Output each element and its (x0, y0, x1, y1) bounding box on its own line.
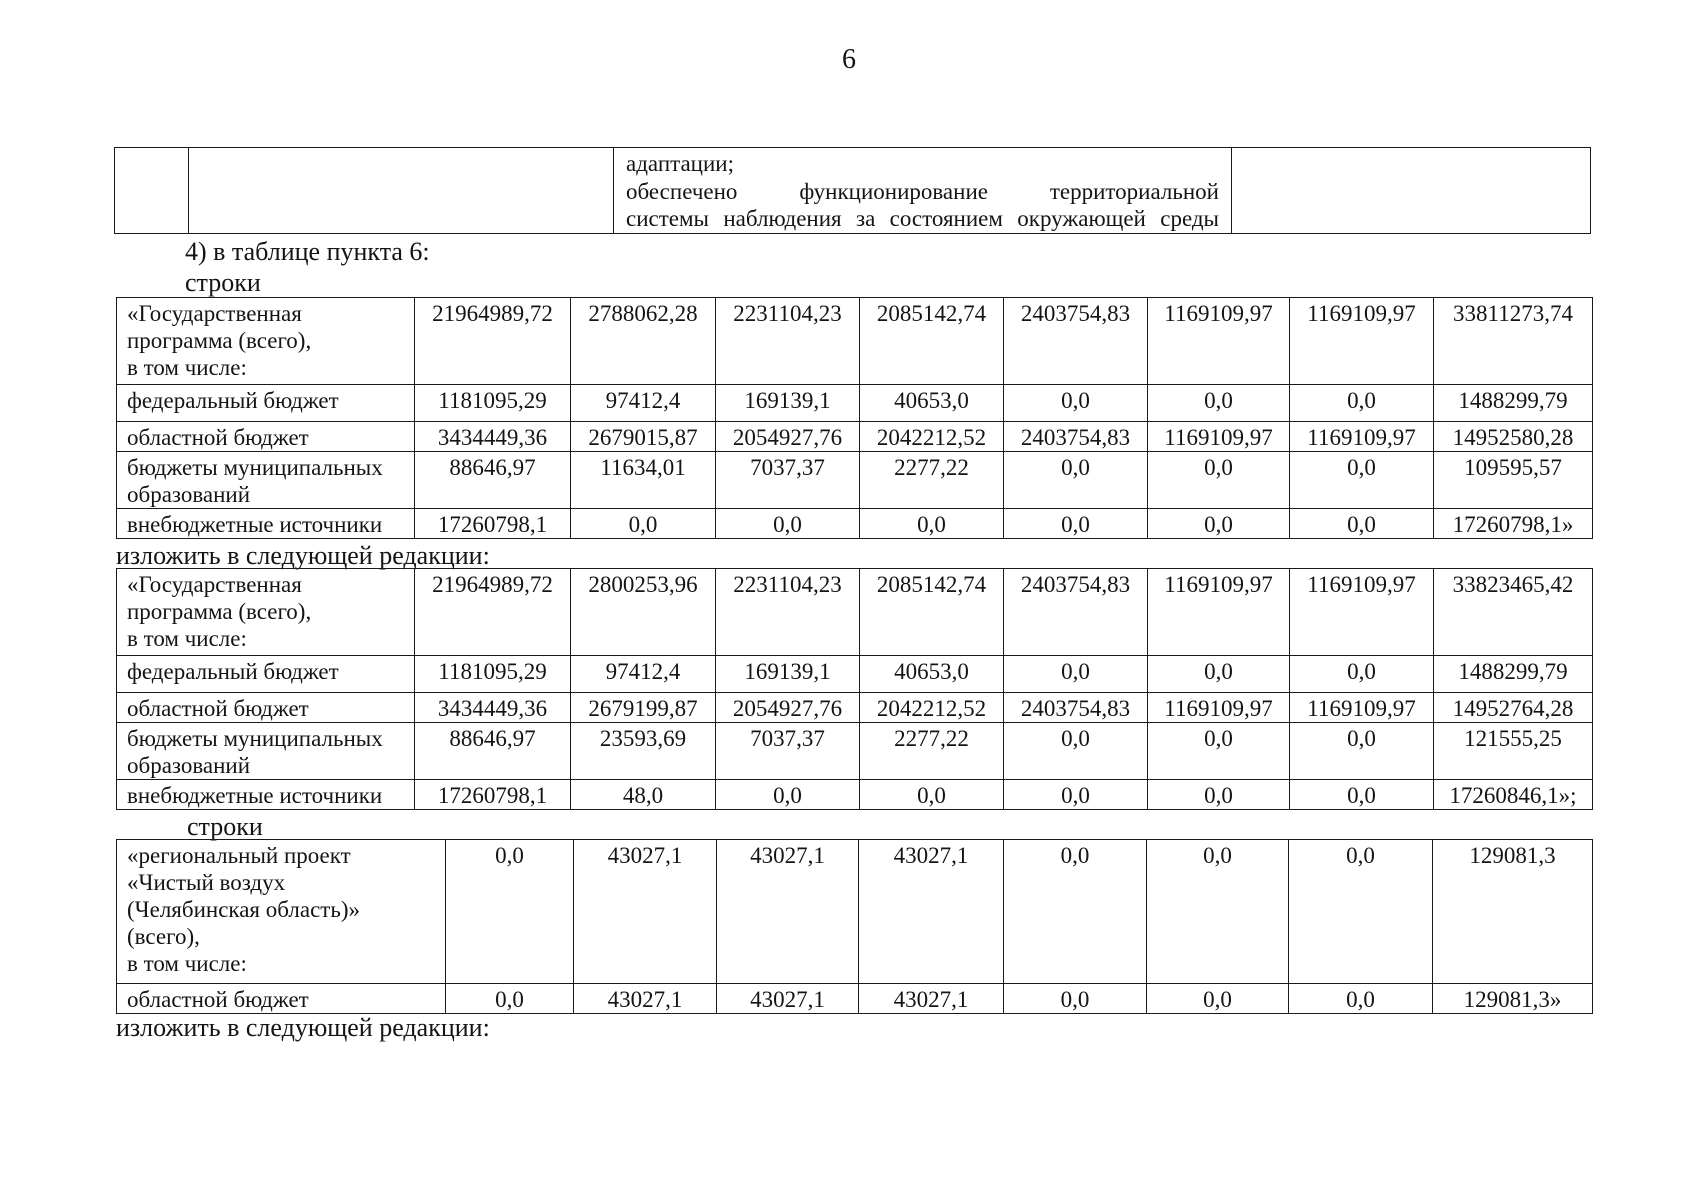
value-cell: 0,0 (1148, 723, 1290, 780)
table-row (117, 984, 1593, 1014)
table-row (117, 385, 1593, 422)
table-row (115, 148, 1591, 234)
table-row (117, 693, 1593, 723)
value-cell: 129081,3» (1433, 984, 1593, 1014)
value-cell: 17260798,1 (415, 509, 571, 539)
old-values-table (116, 297, 1593, 539)
text-line: обеспечено функционирование территориальной (626, 178, 1219, 204)
value-cell: 109595,57 (1434, 452, 1593, 509)
value-cell: 1169109,97 (1148, 569, 1290, 656)
value-cell: 0,0 (446, 840, 574, 984)
value-cell: 2403754,83 (1004, 298, 1148, 385)
value-cell: 0,0 (1148, 780, 1290, 810)
amendment-heading: 4) в таблице пункта 6: (185, 237, 430, 266)
value-cell: 43027,1 (859, 840, 1004, 984)
result-text-cell (614, 148, 1232, 234)
value-cell: 2054927,76 (716, 693, 860, 723)
value-cell: 2054927,76 (716, 422, 860, 452)
value-cell: 11634,01 (571, 452, 716, 509)
value-cell: 2085142,74 (860, 298, 1004, 385)
row-label: «Государственная программа (всего), в том числе: (117, 298, 415, 385)
value-cell: 40653,0 (860, 385, 1004, 422)
replace-phrase: изложить в следующей редакции: (116, 541, 490, 570)
value-cell: 97412,4 (571, 385, 716, 422)
value-cell: 43027,1 (717, 840, 859, 984)
new-values-table (116, 568, 1593, 810)
value-cell: 33811273,74 (1434, 298, 1593, 385)
value-cell: 0,0 (716, 780, 860, 810)
row-label: «Государственная программа (всего), в том числе: (117, 569, 415, 656)
row-label: областной бюджет (117, 422, 415, 452)
table-row (117, 569, 1593, 656)
value-cell: 0,0 (1148, 656, 1290, 693)
rows-word: строки (187, 812, 263, 841)
row-label: бюджеты муниципальных образований (117, 452, 415, 509)
row-label: внебюджетные источники (117, 780, 415, 810)
value-cell: 0,0 (1004, 452, 1148, 509)
value-cell: 169139,1 (716, 656, 860, 693)
text-line: адаптации; (626, 151, 734, 176)
value-cell: 0,0 (1290, 780, 1434, 810)
value-cell: 0,0 (1004, 385, 1148, 422)
replace-phrase: изложить в следующей редакции: (116, 1013, 490, 1042)
value-cell: 17260798,1 (415, 780, 571, 810)
value-cell: 0,0 (1289, 984, 1433, 1014)
value-cell: 40653,0 (860, 656, 1004, 693)
value-cell: 14952764,28 (1434, 693, 1593, 723)
value-cell: 33823465,42 (1434, 569, 1593, 656)
value-cell: 1169109,97 (1290, 298, 1434, 385)
row-label: внебюджетные источники (117, 509, 415, 539)
value-cell: 3434449,36 (415, 422, 571, 452)
row-label: федеральный бюджет (117, 385, 415, 422)
value-cell: 1169109,97 (1290, 422, 1434, 452)
value-cell: 0,0 (446, 984, 574, 1014)
value-cell: 0,0 (860, 509, 1004, 539)
value-cell: 2403754,83 (1004, 693, 1148, 723)
row-label: областной бюджет (117, 984, 446, 1014)
value-cell: 0,0 (1290, 656, 1434, 693)
value-cell: 2403754,83 (1004, 422, 1148, 452)
value-cell: 88646,97 (415, 723, 571, 780)
value-cell: 0,0 (716, 509, 860, 539)
value-cell: 21964989,72 (415, 298, 571, 385)
value-cell: 7037,37 (716, 723, 860, 780)
value-cell: 121555,25 (1434, 723, 1593, 780)
value-cell: 2277,22 (860, 452, 1004, 509)
value-cell: 1169109,97 (1148, 422, 1290, 452)
value-cell: 0,0 (1289, 840, 1433, 984)
empty-cell (189, 148, 614, 234)
value-cell: 0,0 (1147, 840, 1289, 984)
value-cell: 0,0 (1290, 509, 1434, 539)
value-cell: 1181095,29 (415, 656, 571, 693)
value-cell: 48,0 (571, 780, 716, 810)
value-cell: 0,0 (1004, 780, 1148, 810)
value-cell: 43027,1 (859, 984, 1004, 1014)
value-cell: 2231104,23 (716, 298, 860, 385)
value-cell: 14952580,28 (1434, 422, 1593, 452)
value-cell: 1169109,97 (1290, 569, 1434, 656)
value-cell: 1181095,29 (415, 385, 571, 422)
table-row (117, 656, 1593, 693)
value-cell: 0,0 (1004, 656, 1148, 693)
value-cell: 1488299,79 (1434, 656, 1593, 693)
value-cell: 2042212,52 (860, 693, 1004, 723)
value-cell: 0,0 (1004, 723, 1148, 780)
value-cell: 2231104,23 (716, 569, 860, 656)
value-cell: 0,0 (1004, 509, 1148, 539)
value-cell: 0,0 (1148, 385, 1290, 422)
value-cell: 1488299,79 (1434, 385, 1593, 422)
value-cell: 0,0 (1004, 984, 1147, 1014)
value-cell: 0,0 (1147, 984, 1289, 1014)
value-cell: 0,0 (1290, 723, 1434, 780)
value-cell: 169139,1 (716, 385, 860, 422)
table-row (117, 422, 1593, 452)
value-cell: 2403754,83 (1004, 569, 1148, 656)
value-cell: 0,0 (1004, 840, 1147, 984)
value-cell: 2042212,52 (860, 422, 1004, 452)
empty-cell (1232, 148, 1591, 234)
value-cell: 2788062,28 (571, 298, 716, 385)
table-row (117, 298, 1593, 385)
regional-project-table (116, 839, 1593, 1014)
value-cell: 1169109,97 (1148, 693, 1290, 723)
rows-word: строки (185, 268, 261, 297)
page-number: 6 (842, 44, 856, 75)
row-label: федеральный бюджет (117, 656, 415, 693)
row-label: «региональный проект «Чистый воздух (Челябинская область)» (всего), в том числе: (117, 840, 446, 984)
value-cell: 1169109,97 (1148, 298, 1290, 385)
value-cell: 0,0 (860, 780, 1004, 810)
value-cell: 0,0 (1148, 452, 1290, 509)
empty-cell (115, 148, 189, 234)
value-cell: 0,0 (571, 509, 716, 539)
value-cell: 43027,1 (574, 840, 717, 984)
value-cell: 88646,97 (415, 452, 571, 509)
value-cell: 2679199,87 (571, 693, 716, 723)
value-cell: 3434449,36 (415, 693, 571, 723)
top-table (114, 147, 1591, 234)
value-cell: 43027,1 (717, 984, 859, 1014)
value-cell: 2679015,87 (571, 422, 716, 452)
value-cell: 2085142,74 (860, 569, 1004, 656)
value-cell: 17260798,1» (1434, 509, 1593, 539)
value-cell: 17260846,1»; (1434, 780, 1593, 810)
value-cell: 23593,69 (571, 723, 716, 780)
row-label: областной бюджет (117, 693, 415, 723)
value-cell: 2800253,96 (571, 569, 716, 656)
value-cell: 2277,22 (860, 723, 1004, 780)
row-label: бюджеты муниципальных образований (117, 723, 415, 780)
table-row (117, 840, 1593, 984)
value-cell: 129081,3 (1433, 840, 1593, 984)
text-line: системы наблюдения за состоянием окружающей среды (626, 206, 1219, 231)
table-row (117, 452, 1593, 509)
value-cell: 0,0 (1290, 385, 1434, 422)
value-cell: 7037,37 (716, 452, 860, 509)
value-cell: 1169109,97 (1290, 693, 1434, 723)
table-row (117, 780, 1593, 810)
table-row (117, 723, 1593, 780)
value-cell: 43027,1 (574, 984, 717, 1014)
value-cell: 97412,4 (571, 656, 716, 693)
value-cell: 0,0 (1290, 452, 1434, 509)
value-cell: 0,0 (1148, 509, 1290, 539)
value-cell: 21964989,72 (415, 569, 571, 656)
table-row (117, 509, 1593, 539)
